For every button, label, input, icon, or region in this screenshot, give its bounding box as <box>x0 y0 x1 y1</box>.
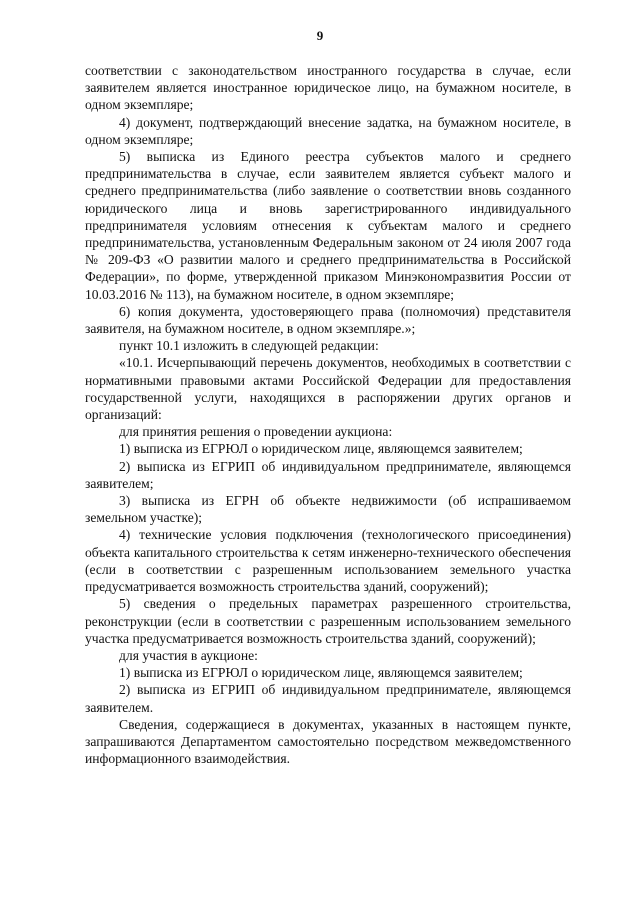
paragraph-participation-item-1: 1) выписка из ЕГРЮЛ о юридическом лице, являющемся заявителем; <box>119 665 523 681</box>
paragraph-closing: Сведения, содержащиеся в документах, указанных в настоящем пункте, запрашиваются Департаментом самостоятельно посредством межведомственного информационного взаимодействия. <box>85 716 571 767</box>
paragraph-decision-item-1: 1) выписка из ЕГРЮЛ о юридическом лице, являющемся заявителем; <box>119 441 523 457</box>
paragraph-participation-item-2: 2) выписка из ЕГРИП об индивидуальном предпринимателе, являющемся заявителем. <box>85 682 571 715</box>
paragraph-auction-participation-heading: для участия в аукционе: <box>119 647 258 663</box>
paragraph-decision-item-3: 3) выписка из ЕГРН об объекте недвижимости (об испрашиваемом земельном участке); <box>85 493 571 526</box>
paragraph-decision-item-4: 4) технические условия подключения (технологического присоединения) объекта капитального строительства к сетям инженерно-технического обеспечения (если в соответствии с разрешенным использованием земельного участка предусматривается возможность строительства зданий, сооружений); <box>85 527 571 595</box>
paragraph-amendment-intro: пункт 10.1 изложить в следующей редакции: <box>119 338 379 354</box>
document-body <box>85 62 571 767</box>
paragraph-item-5-sme-registry: 5) выписка из Единого реестра субъектов малого и среднего предпринимательства в случае, если заявителем является субъект малого и среднего предпринимательства (либо заявление о соответствии вновь созданного юридического лица и вновь зарегистрированного индивидуального предпринимателя условиям отнесения к субъектам малого и среднего предпринимательства, установленным Федеральным законом от 24 июля 2007 года № 209-ФЗ «О развитии малого и среднего предпринимательства в Российской Федерации», по форме, утвержденной приказом Минэкономразвития России от 10.03.2016 № 113), на бумажном носителе, в одном экземпляре; <box>85 149 571 302</box>
page-number: 9 <box>316 28 324 43</box>
paragraph-10-1: «10.1. Исчерпывающий перечень документов, необходимых в соответствии с нормативными правовыми актами Российской Федерации для предоставления государственной услуги, находящихся в распоряжении других органов и организаций: <box>85 355 571 423</box>
paragraph-decision-item-5: 5) сведения о предельных параметрах разрешенного строительства, реконструкции (если в соответствии с разрешенным использованием земельного участка предусматривается возможность строительства зданий, сооружений); <box>85 596 571 646</box>
paragraph-item-6-representative: 6) копия документа, удостоверяющего права (полномочия) представителя заявителя, на бумажном носителе, в одном экземпляре.»; <box>85 303 571 337</box>
paragraph-item-4-deposit: 4) документ, подтверждающий внесение задатка, на бумажном носителе, в одном экземпляре; <box>85 114 571 147</box>
paragraph-continuation: соответствии с законодательством иностранного государства в случае, если заявителем является иностранное юридическое лицо, на бумажном носителе, в одном экземпляре; <box>85 63 571 113</box>
paragraph-decision-item-2: 2) выписка из ЕГРИП об индивидуальном предпринимателе, являющемся заявителем; <box>85 458 571 491</box>
paragraph-auction-decision-heading: для принятия решения о проведении аукциона: <box>119 424 393 440</box>
